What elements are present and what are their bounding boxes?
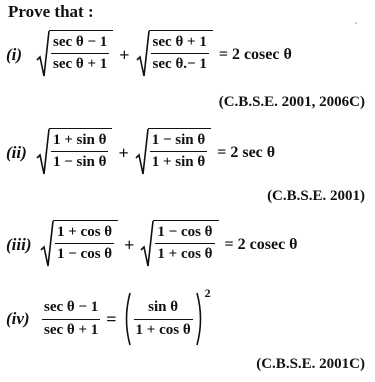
fraction: [151, 34, 209, 74]
sqrt-2a: [36, 128, 112, 178]
fraction: [51, 34, 109, 74]
fraction: [42, 299, 100, 339]
citation-1: (C.B.S.E. 2001, 2006C): [218, 94, 365, 110]
fraction: [51, 132, 108, 172]
plus-sign: +: [118, 142, 129, 163]
problem-4: [6, 286, 211, 346]
heading: Prove that :: [8, 2, 94, 21]
problem-1-label: (i): [6, 45, 23, 64]
numerator: 1 + sin θ: [53, 132, 107, 148]
fraction-bar: [134, 319, 193, 320]
radical-icon: [36, 30, 50, 80]
problem-3: [6, 220, 298, 270]
problem-3-label: (iii): [6, 235, 32, 254]
radical-icon: [40, 220, 54, 270]
fraction-bar: [51, 53, 109, 54]
rhs: = 2 cosec θ: [218, 46, 292, 63]
numerator: sec θ + 1: [152, 34, 207, 50]
scan-speck: [355, 22, 357, 24]
numerator: sec θ − 1: [53, 34, 108, 50]
numerator: 1 − sin θ: [151, 132, 206, 148]
sqrt-3a: [40, 220, 118, 270]
numerator: 1 + cos θ: [57, 224, 113, 240]
radical-icon: [36, 128, 50, 178]
sqrt-2b: [135, 128, 211, 178]
denominator: 1 − cos θ: [57, 246, 113, 263]
fraction: [155, 224, 214, 264]
exponent: 2: [204, 286, 211, 300]
fraction: [134, 299, 193, 339]
denominator: 1 + cos θ: [135, 321, 191, 338]
plus-sign: +: [124, 234, 135, 255]
radical-icon: [135, 128, 149, 178]
denominator: 1 + sin θ: [151, 154, 206, 171]
problem-2-label: (ii): [6, 143, 27, 162]
denominator: sec θ + 1: [53, 56, 108, 73]
fraction-bar: [150, 151, 207, 152]
fraction-bar: [42, 319, 100, 320]
problem-1: [6, 30, 292, 80]
fraction: [150, 132, 207, 172]
numerator: sin θ: [148, 299, 179, 316]
right-paren-icon: [196, 292, 204, 346]
numerator: 1 − cos θ: [157, 224, 213, 240]
numerator: sec θ − 1: [44, 299, 99, 316]
rhs: = 2 sec θ: [217, 144, 276, 161]
parenthesized-fraction: [123, 286, 211, 346]
radical-icon: [140, 220, 154, 270]
problem-4-label: (iv): [6, 309, 30, 328]
denominator: 1 + cos θ: [157, 246, 213, 263]
plus-sign: +: [119, 44, 130, 65]
left-paren-icon: [123, 292, 131, 346]
citation-2: (C.B.S.E. 2001): [267, 188, 365, 204]
problem-2: [6, 128, 275, 178]
fraction-bar: [151, 53, 209, 54]
sqrt-1b: [136, 30, 213, 80]
sqrt-1a: [36, 30, 113, 80]
fraction-bar: [55, 243, 114, 244]
equals-sign: =: [106, 308, 117, 329]
radical-icon: [136, 30, 150, 80]
fraction-bar: [155, 243, 214, 244]
citation-4: (C.B.S.E. 2001C): [256, 356, 365, 372]
denominator: sec θ.− 1: [152, 56, 207, 73]
denominator: sec θ + 1: [44, 321, 99, 338]
denominator: 1 − sin θ: [53, 154, 107, 171]
fraction: [55, 224, 114, 264]
sqrt-3b: [140, 220, 218, 270]
rhs: = 2 cosec θ: [224, 236, 298, 253]
fraction-bar: [51, 151, 108, 152]
